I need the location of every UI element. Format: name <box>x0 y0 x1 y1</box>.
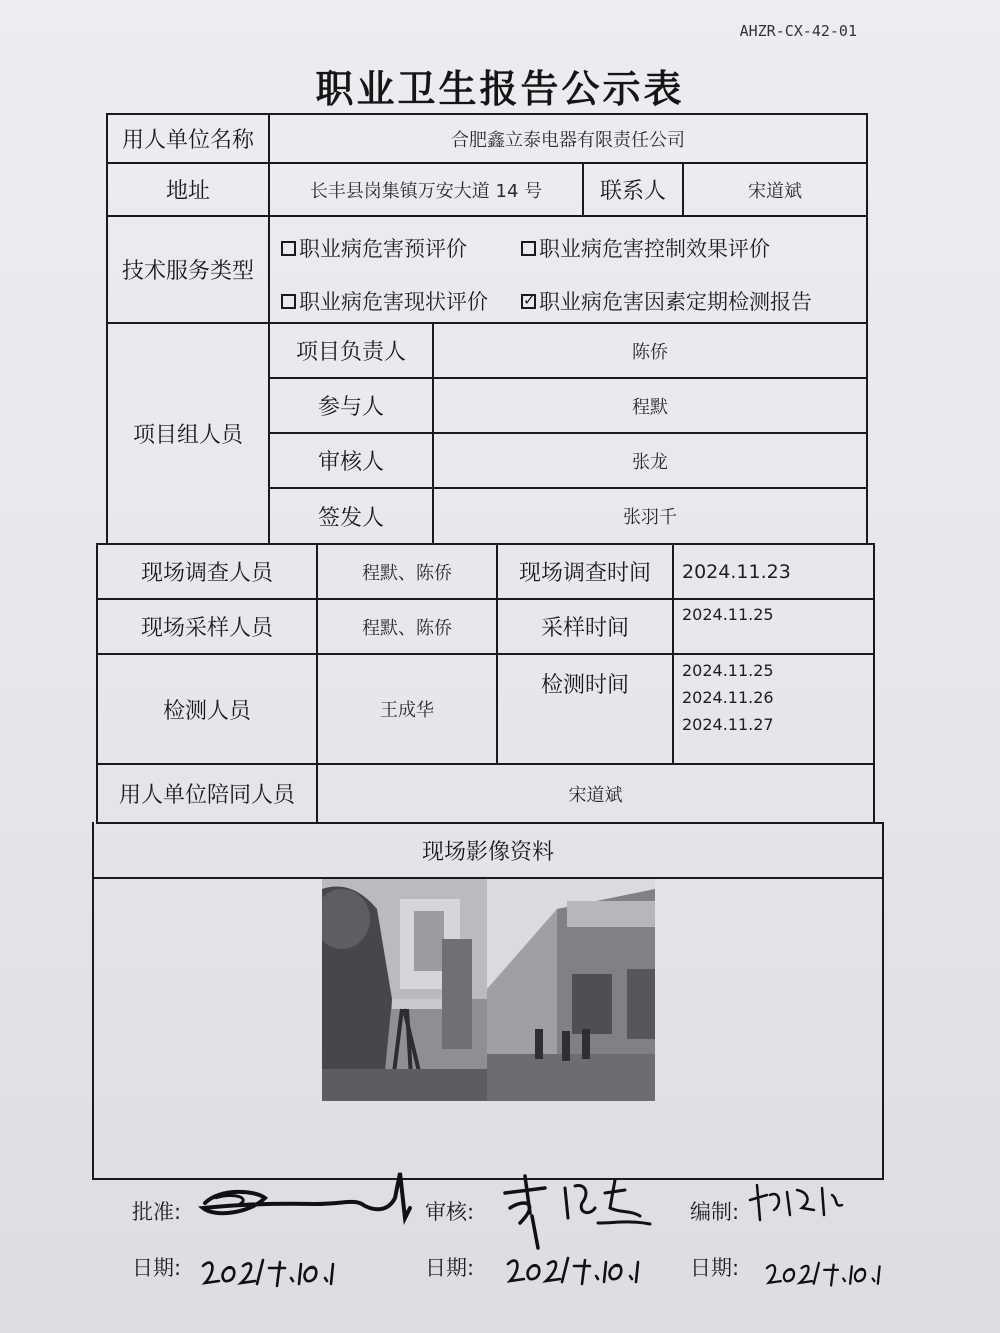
approve-date-handwritten <box>195 1248 345 1293</box>
service-option-status-evaluation[interactable]: 职业病危害现状评价 <box>281 286 488 316</box>
editor-signature <box>742 1180 852 1230</box>
role-issuer: 签发人 <box>317 505 384 531</box>
checkbox-icon[interactable] <box>521 241 536 256</box>
site-photo-factory-building <box>487 879 655 1101</box>
testing-date: 2024.11.26 <box>682 688 774 707</box>
escort-value: 宋道斌 <box>568 784 623 806</box>
review-date-handwritten <box>500 1246 650 1291</box>
approve-date-label: 日期: <box>132 1256 182 1280</box>
page-title: 职业卫生报告公示表 <box>315 67 685 111</box>
testing-time-values <box>682 657 774 738</box>
sampling-time-value: 2024.11.25 <box>682 605 774 624</box>
checkbox-icon[interactable] <box>281 294 296 309</box>
approve-label: 批准: <box>132 1200 182 1224</box>
escort-label: 用人单位陪同人员 <box>118 783 295 808</box>
review-date-label: 日期: <box>425 1256 475 1280</box>
edit-date-label: 日期: <box>690 1256 740 1280</box>
checkbox-icon[interactable] <box>281 241 296 256</box>
site-photo-sampling-equipment <box>322 879 487 1101</box>
edit-label: 编制: <box>690 1200 740 1224</box>
edit-date-handwritten <box>760 1252 890 1292</box>
name-issuer: 张羽千 <box>623 507 677 528</box>
service-type-label: 技术服务类型 <box>121 259 254 284</box>
document-code: AHZR-CX-42-01 <box>739 22 857 40</box>
testing-staff-label: 检测人员 <box>162 698 251 724</box>
address-label: 地址 <box>165 179 210 204</box>
photos-section-title: 现场影像资料 <box>421 840 554 865</box>
testing-date: 2024.11.27 <box>682 715 774 734</box>
name-reviewer: 张龙 <box>632 451 668 473</box>
service-option-periodic-testing[interactable]: ✓ 职业病危害因素定期检测报告 <box>521 286 812 316</box>
testing-staff-value: 王成华 <box>380 700 434 721</box>
contact-value: 宋道斌 <box>748 180 802 202</box>
checkbox-checked-icon[interactable] <box>521 294 536 309</box>
employer-value: 合肥鑫立泰电器有限责任公司 <box>451 129 685 151</box>
survey-time-value: 2024.11.23 <box>682 560 791 583</box>
survey-staff-value: 程默、陈侨 <box>362 562 452 584</box>
sampling-staff-value: 程默、陈侨 <box>362 617 452 639</box>
review-label: 审核: <box>425 1200 475 1224</box>
role-reviewer: 审核人 <box>317 450 384 475</box>
approver-signature <box>195 1168 425 1238</box>
survey-time-label: 现场调查时间 <box>518 561 651 586</box>
address-value: 长丰县岗集镇万安大道 14 号 <box>309 180 543 202</box>
role-participant: 参与人 <box>317 395 384 420</box>
reviewer-signature <box>490 1168 660 1253</box>
sampling-staff-label: 现场采样人员 <box>140 616 273 641</box>
testing-time-label: 检测时间 <box>540 673 629 698</box>
service-option-control-effect[interactable]: 职业病危害控制效果评价 <box>521 233 770 263</box>
name-participant: 程默 <box>632 396 668 418</box>
project-team-label: 项目组人员 <box>132 423 243 448</box>
testing-date: 2024.11.25 <box>682 661 774 680</box>
name-project-lead: 陈侨 <box>632 341 668 363</box>
employer-label: 用人单位名称 <box>121 128 254 153</box>
contact-label: 联系人 <box>599 179 666 204</box>
role-project-lead: 项目负责人 <box>295 340 406 365</box>
survey-staff-label: 现场调查人员 <box>140 561 273 586</box>
sampling-time-label: 采样时间 <box>540 616 629 641</box>
service-option-pre-evaluation[interactable]: 职业病危害预评价 <box>281 233 467 263</box>
